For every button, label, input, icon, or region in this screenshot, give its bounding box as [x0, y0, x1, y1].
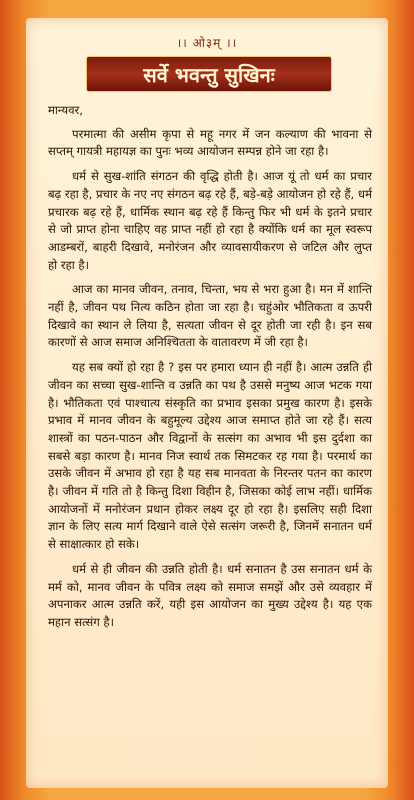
title-banner: सर्वे भवन्तु सुखिनः [86, 56, 332, 92]
pamphlet-page [26, 18, 388, 788]
paragraph-3: आज का मानव जीवन, तनाव, चिन्ता, भय से भरा हुआ है। मन में शान्ति नहीं है, जीवन पथ नित्य कठिन होता जा रहा है। चहुंओर भौतिकता व ऊपरी दिखावे का स्थान ले लिया है, सत्यता जीवन से दूर होती जा रही है। इन सब कारणों से आज समाज अनिश्चितता के वातावरण में जी रहा है। [48, 282, 372, 350]
salutation: मान्यवर, [48, 103, 83, 117]
paragraph-2: धर्म से सुख-शांति संगठन की वृद्धि होती है। आज यूं तो धर्म का प्रचार बढ़ रहा है, प्रचार के नए नए संगठन बढ़ रहे हैं, बड़े-बड़े आयोजन हो रहे हैं, धर्म प्रचारक बढ़ रहे हैं, धार्मिक स्थान बढ़ रहे हैं किन्तु फिर भी धर्म के इतने प्रचार से जो प्राप्त होना चाहिए वह प्राप्त नहीं हो रहा है क्योंकि धर्म का मूल स्वरूप आडम्बरों, बाहरी दिखावे, मनोरंजन और व्यावसायीकरण से जटिल और लुप्त हो रहा है। [48, 169, 373, 272]
paragraph-1: परमात्मा की असीम कृपा से महू नगर में जन कल्याण की भावना से सप्तम् गायत्री महायज्ञ का पुनः भव्य आयोजन सम्पन्न होने जा रहा है। [48, 126, 372, 159]
paragraph-4: यह सब क्यों हो रहा है ? इस पर हमारा ध्यान ही नहीं है। आत्म उन्नति ही जीवन का सच्चा सुख-शान्ति व उन्नति का पथ है उससे मनुष्य आज भटक गया है। भौतिकता एवं पाश्चात्य संस्कृति का प्रभाव इसका प्रमुख कारण है। इसके प्रभाव में मानव जीवन के बहुमूल्य उद्देश्य आज समाप्त होते जा रहे हैं। सत्य शास्त्रों का पठन-पाठन और विद्वानों के सत्संग का अभाव भी इस दुर्दशा का सबसे बड़ा कारण है। मानव निज स्वार्थ तक सिमटकर रह गया है। परमार्थ का उसके जीवन में अभाव हो रहा है यह सब मानवता के निरन्तर पतन का कारण है। जीवन में गति तो है किन्तु दिशा विहीन है, जिसका कोई लाभ नहीं। धार्मिक आयोजनों में मनोरंजन प्रधान होकर लक्ष्य दूर हो रहा है। इसलिए सही दिशा ज्ञान के लिए सत्य मार्ग दिखाने वाले ऐसे सत्संग जरूरी है, जिनमें सनातन धर्म से साक्षात्कार हो सके। [48, 360, 372, 552]
om-heading: ।। ओ३म् ।। [176, 36, 238, 50]
letter-body [48, 102, 372, 639]
paragraph-5: धर्म से ही जीवन की उन्नति होती है। धर्म सनातन है उस सनातन धर्म के मर्म को, मानव जीवन के पवित्र लक्ष्य को समाज समझें और उसे व्यवहार में अपनाकर आत्म उन्नति करें, यही इस आयोजन का मुख्य उद्देश्य है। यह एक महान सत्संग है। [48, 561, 372, 629]
